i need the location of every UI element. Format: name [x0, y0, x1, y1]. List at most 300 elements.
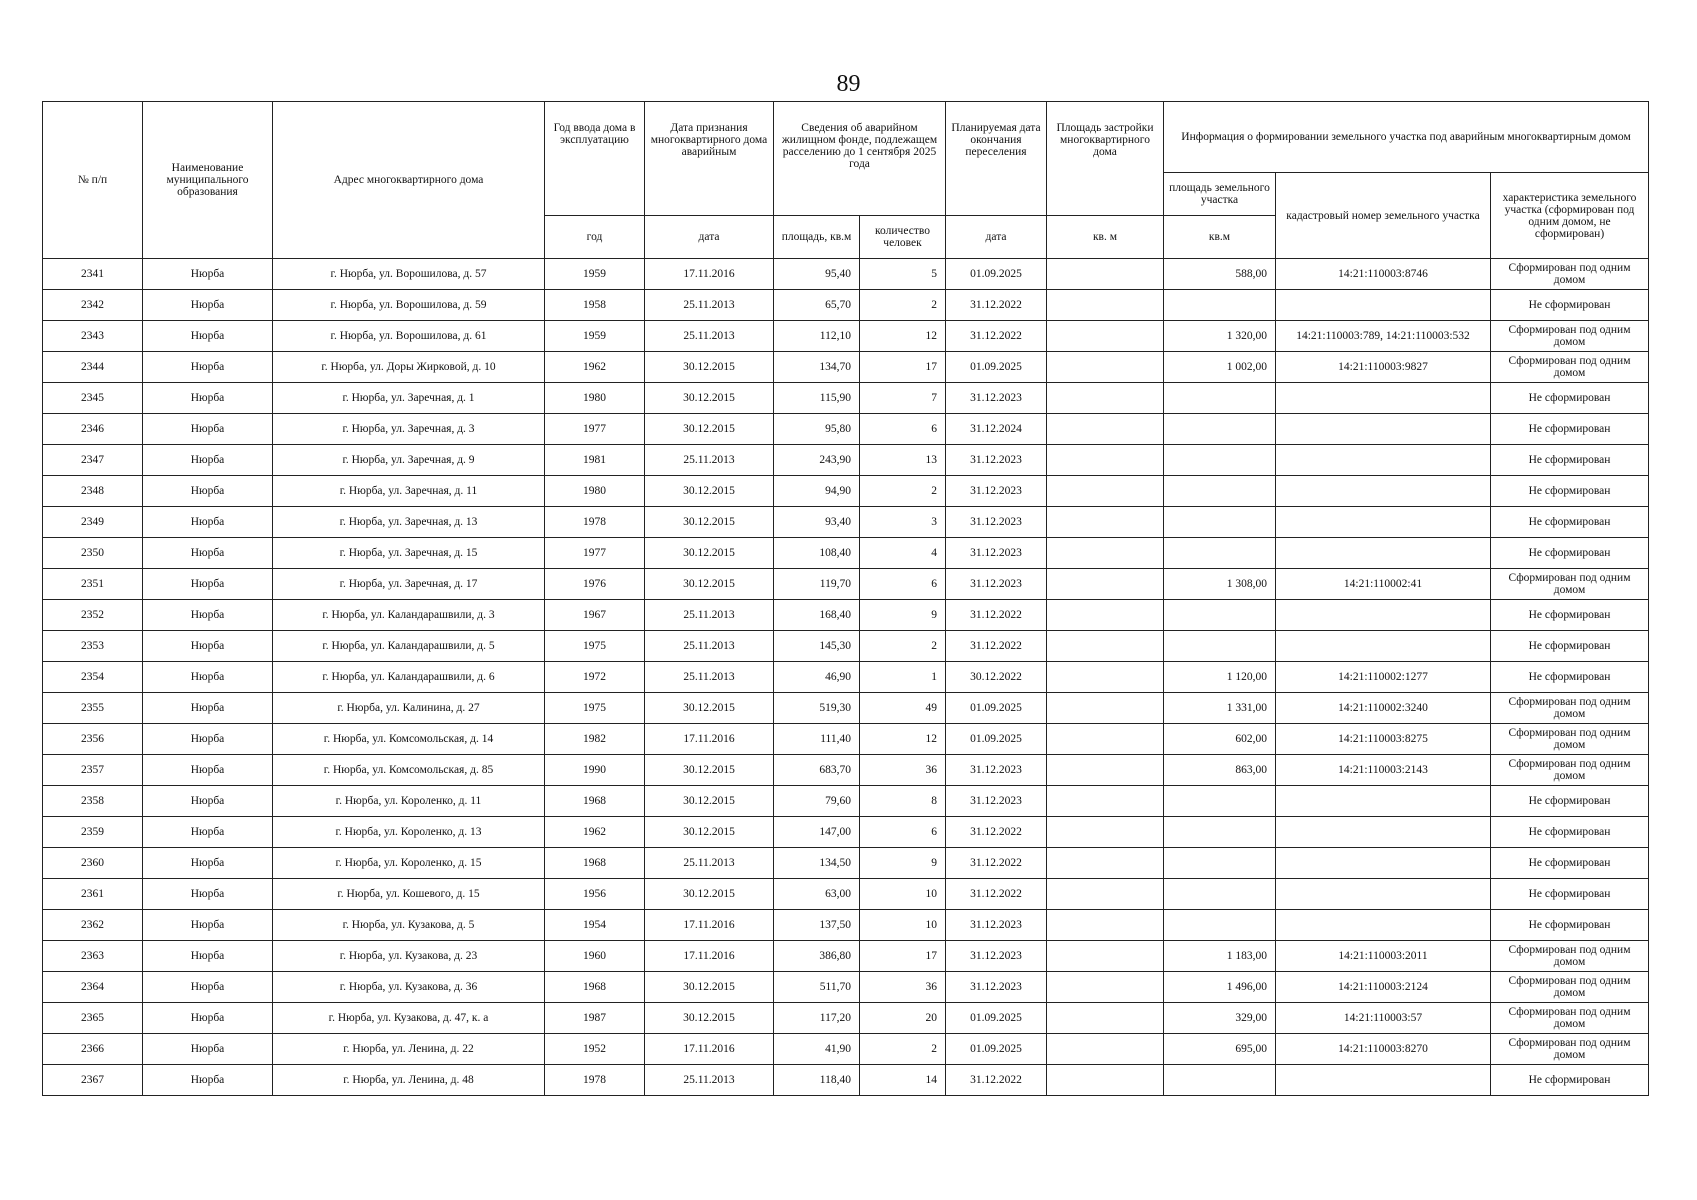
cell-num: 2352 — [43, 600, 143, 631]
cell-address: г. Нюрба, ул. Доры Жирковой, д. 10 — [273, 352, 545, 383]
cell-num: 2351 — [43, 569, 143, 600]
cell-cadastral — [1276, 383, 1491, 414]
cell-address: г. Нюрба, ул. Ворошилова, д. 61 — [273, 321, 545, 352]
table-row — [43, 600, 1649, 631]
cell-municipality: Нюрба — [143, 972, 273, 1003]
cell-land-characteristic: Сформирован под одним домом — [1491, 941, 1649, 972]
cell-planned-end: 31.12.2022 — [946, 290, 1047, 321]
cell-year-built: 1954 — [545, 910, 645, 941]
cell-land-characteristic: Не сформирован — [1491, 383, 1649, 414]
emergency-housing-table — [42, 101, 1649, 1096]
cell-num: 2342 — [43, 290, 143, 321]
header-emergency-info: Сведения об аварийном жилищном фонде, подлежащем расселению до 1 сентября 2025 года — [774, 102, 946, 216]
cell-people: 12 — [860, 724, 946, 755]
cell-address: г. Нюрба, ул. Каландарашвили, д. 3 — [273, 600, 545, 631]
cell-recognition-date: 25.11.2013 — [645, 600, 774, 631]
cell-land-area: 329,00 — [1164, 1003, 1276, 1034]
cell-area: 65,70 — [774, 290, 860, 321]
cell-address: г. Нюрба, ул. Короленко, д. 13 — [273, 817, 545, 848]
cell-land-area: 1 496,00 — [1164, 972, 1276, 1003]
cell-people: 49 — [860, 693, 946, 724]
cell-people: 6 — [860, 414, 946, 445]
cell-address: г. Нюрба, ул. Заречная, д. 13 — [273, 507, 545, 538]
cell-num: 2364 — [43, 972, 143, 1003]
cell-recognition-date: 17.11.2016 — [645, 1034, 774, 1065]
cell-cadastral — [1276, 507, 1491, 538]
cell-building-area — [1047, 848, 1164, 879]
cell-planned-end: 31.12.2022 — [946, 321, 1047, 352]
cell-recognition-date: 25.11.2013 — [645, 290, 774, 321]
cell-area: 511,70 — [774, 972, 860, 1003]
cell-building-area — [1047, 972, 1164, 1003]
cell-land-characteristic: Не сформирован — [1491, 848, 1649, 879]
cell-recognition-date: 25.11.2013 — [645, 662, 774, 693]
header-land-info: Информация о формировании земельного участка под аварийным многоквартирным домом — [1164, 102, 1649, 173]
cell-municipality: Нюрба — [143, 507, 273, 538]
cell-planned-end: 31.12.2023 — [946, 538, 1047, 569]
cell-municipality: Нюрба — [143, 476, 273, 507]
cell-building-area — [1047, 693, 1164, 724]
cell-land-area: 695,00 — [1164, 1034, 1276, 1065]
cell-year-built: 1968 — [545, 972, 645, 1003]
cell-recognition-date: 30.12.2015 — [645, 538, 774, 569]
header-municipality: Наименование муниципального образования — [143, 102, 273, 259]
header-cadastral: кадастровый номер земельного участка — [1276, 173, 1491, 259]
cell-year-built: 1977 — [545, 414, 645, 445]
table-body — [43, 259, 1649, 1096]
table-row — [43, 1003, 1649, 1034]
cell-planned-end: 31.12.2022 — [946, 1065, 1047, 1096]
cell-people: 13 — [860, 445, 946, 476]
cell-num: 2360 — [43, 848, 143, 879]
cell-cadastral: 14:21:110003:8275 — [1276, 724, 1491, 755]
cell-land-characteristic: Сформирован под одним домом — [1491, 321, 1649, 352]
header-unit-sqm: кв. м — [1047, 216, 1164, 259]
cell-land-area — [1164, 631, 1276, 662]
cell-planned-end: 31.12.2024 — [946, 414, 1047, 445]
cell-land-area — [1164, 414, 1276, 445]
cell-num: 2346 — [43, 414, 143, 445]
cell-num: 2349 — [43, 507, 143, 538]
cell-recognition-date: 25.11.2013 — [645, 445, 774, 476]
cell-year-built: 1968 — [545, 848, 645, 879]
cell-year-built: 1976 — [545, 569, 645, 600]
header-recognition-date: Дата признания многоквартирного дома аварийным — [645, 102, 774, 216]
cell-planned-end: 31.12.2023 — [946, 569, 1047, 600]
cell-recognition-date: 30.12.2015 — [645, 786, 774, 817]
cell-year-built: 1952 — [545, 1034, 645, 1065]
cell-land-area — [1164, 383, 1276, 414]
header-unit-year: год — [545, 216, 645, 259]
cell-cadastral: 14:21:110003:8270 — [1276, 1034, 1491, 1065]
cell-area: 168,40 — [774, 600, 860, 631]
cell-num: 2345 — [43, 383, 143, 414]
cell-municipality: Нюрба — [143, 817, 273, 848]
cell-people: 14 — [860, 1065, 946, 1096]
cell-land-area — [1164, 786, 1276, 817]
cell-people: 6 — [860, 817, 946, 848]
cell-building-area — [1047, 755, 1164, 786]
cell-people: 17 — [860, 352, 946, 383]
cell-cadastral: 14:21:110002:3240 — [1276, 693, 1491, 724]
page-number: 89 — [836, 71, 861, 97]
table-row — [43, 631, 1649, 662]
cell-building-area — [1047, 569, 1164, 600]
header-land-area: площадь земельного участка — [1164, 173, 1276, 216]
cell-year-built: 1959 — [545, 259, 645, 290]
cell-people: 3 — [860, 507, 946, 538]
cell-area: 108,40 — [774, 538, 860, 569]
table-row — [43, 414, 1649, 445]
cell-address: г. Нюрба, ул. Комсомольская, д. 85 — [273, 755, 545, 786]
header-unit-area: площадь, кв.м — [774, 216, 860, 259]
cell-people: 36 — [860, 755, 946, 786]
cell-area: 243,90 — [774, 445, 860, 476]
cell-land-characteristic: Не сформирован — [1491, 476, 1649, 507]
cell-cadastral: 14:21:110003:9827 — [1276, 352, 1491, 383]
cell-land-area: 1 320,00 — [1164, 321, 1276, 352]
cell-recognition-date: 17.11.2016 — [645, 724, 774, 755]
cell-address: г. Нюрба, ул. Ворошилова, д. 57 — [273, 259, 545, 290]
cell-people: 2 — [860, 290, 946, 321]
cell-num: 2362 — [43, 910, 143, 941]
cell-land-characteristic: Сформирован под одним домом — [1491, 352, 1649, 383]
cell-land-characteristic: Сформирован под одним домом — [1491, 724, 1649, 755]
cell-people: 7 — [860, 383, 946, 414]
cell-recognition-date: 17.11.2016 — [645, 941, 774, 972]
cell-area: 386,80 — [774, 941, 860, 972]
cell-num: 2367 — [43, 1065, 143, 1096]
cell-land-characteristic: Не сформирован — [1491, 910, 1649, 941]
cell-year-built: 1978 — [545, 1065, 645, 1096]
cell-num: 2357 — [43, 755, 143, 786]
cell-building-area — [1047, 476, 1164, 507]
cell-building-area — [1047, 445, 1164, 476]
cell-recognition-date: 30.12.2015 — [645, 352, 774, 383]
cell-planned-end: 31.12.2023 — [946, 476, 1047, 507]
cell-land-area: 1 308,00 — [1164, 569, 1276, 600]
cell-cadastral — [1276, 910, 1491, 941]
table-row — [43, 321, 1649, 352]
cell-area: 79,60 — [774, 786, 860, 817]
cell-address: г. Нюрба, ул. Калинина, д. 27 — [273, 693, 545, 724]
cell-address: г. Нюрба, ул. Кузакова, д. 36 — [273, 972, 545, 1003]
cell-year-built: 1962 — [545, 352, 645, 383]
cell-building-area — [1047, 507, 1164, 538]
cell-planned-end: 31.12.2023 — [946, 910, 1047, 941]
cell-people: 6 — [860, 569, 946, 600]
cell-planned-end: 01.09.2025 — [946, 724, 1047, 755]
cell-area: 95,40 — [774, 259, 860, 290]
cell-recognition-date: 25.11.2013 — [645, 321, 774, 352]
cell-area: 519,30 — [774, 693, 860, 724]
cell-land-characteristic: Не сформирован — [1491, 507, 1649, 538]
cell-address: г. Нюрба, ул. Заречная, д. 1 — [273, 383, 545, 414]
cell-recognition-date: 30.12.2015 — [645, 383, 774, 414]
cell-cadastral: 14:21:110003:2124 — [1276, 972, 1491, 1003]
cell-num: 2366 — [43, 1034, 143, 1065]
cell-year-built: 1987 — [545, 1003, 645, 1034]
table-row — [43, 259, 1649, 290]
cell-planned-end: 31.12.2023 — [946, 755, 1047, 786]
cell-recognition-date: 25.11.2013 — [645, 631, 774, 662]
table-row — [43, 445, 1649, 476]
cell-land-area: 602,00 — [1164, 724, 1276, 755]
cell-people: 36 — [860, 972, 946, 1003]
cell-land-area — [1164, 290, 1276, 321]
cell-building-area — [1047, 321, 1164, 352]
table-row — [43, 476, 1649, 507]
cell-building-area — [1047, 600, 1164, 631]
cell-building-area — [1047, 259, 1164, 290]
cell-municipality: Нюрба — [143, 693, 273, 724]
cell-cadastral: 14:21:110003:2143 — [1276, 755, 1491, 786]
cell-land-area — [1164, 507, 1276, 538]
cell-recognition-date: 17.11.2016 — [645, 259, 774, 290]
cell-building-area — [1047, 290, 1164, 321]
cell-cadastral — [1276, 786, 1491, 817]
cell-area: 134,50 — [774, 848, 860, 879]
cell-recognition-date: 30.12.2015 — [645, 414, 774, 445]
cell-year-built: 1977 — [545, 538, 645, 569]
cell-area: 111,40 — [774, 724, 860, 755]
cell-cadastral — [1276, 600, 1491, 631]
cell-municipality: Нюрба — [143, 600, 273, 631]
cell-planned-end: 01.09.2025 — [946, 1034, 1047, 1065]
cell-address: г. Нюрба, ул. Короленко, д. 11 — [273, 786, 545, 817]
cell-planned-end: 31.12.2023 — [946, 445, 1047, 476]
cell-municipality: Нюрба — [143, 786, 273, 817]
cell-planned-end: 31.12.2023 — [946, 786, 1047, 817]
header-land-characteristic: характеристика земельного участка (сформирован под одним домом, не сформирован) — [1491, 173, 1649, 259]
cell-recognition-date: 30.12.2015 — [645, 476, 774, 507]
cell-municipality: Нюрба — [143, 631, 273, 662]
cell-year-built: 1980 — [545, 476, 645, 507]
cell-building-area — [1047, 817, 1164, 848]
cell-area: 46,90 — [774, 662, 860, 693]
cell-planned-end: 31.12.2023 — [946, 972, 1047, 1003]
table-row — [43, 662, 1649, 693]
cell-area: 147,00 — [774, 817, 860, 848]
cell-planned-end: 31.12.2023 — [946, 383, 1047, 414]
cell-land-characteristic: Сформирован под одним домом — [1491, 569, 1649, 600]
table-row — [43, 848, 1649, 879]
cell-land-characteristic: Не сформирован — [1491, 290, 1649, 321]
cell-cadastral — [1276, 1065, 1491, 1096]
cell-cadastral: 14:21:110002:1277 — [1276, 662, 1491, 693]
cell-municipality: Нюрба — [143, 1065, 273, 1096]
cell-address: г. Нюрба, ул. Заречная, д. 15 — [273, 538, 545, 569]
table-row — [43, 693, 1649, 724]
cell-land-area — [1164, 476, 1276, 507]
cell-address: г. Нюрба, ул. Короленко, д. 15 — [273, 848, 545, 879]
cell-recognition-date: 17.11.2016 — [645, 910, 774, 941]
cell-land-characteristic: Сформирован под одним домом — [1491, 259, 1649, 290]
cell-land-area — [1164, 879, 1276, 910]
cell-people: 9 — [860, 848, 946, 879]
cell-cadastral — [1276, 817, 1491, 848]
cell-municipality: Нюрба — [143, 569, 273, 600]
table-header — [43, 102, 1649, 259]
cell-recognition-date: 30.12.2015 — [645, 507, 774, 538]
cell-num: 2365 — [43, 1003, 143, 1034]
header-unit-sqm2: кв.м — [1164, 216, 1276, 259]
cell-year-built: 1956 — [545, 879, 645, 910]
cell-land-characteristic: Сформирован под одним домом — [1491, 1034, 1649, 1065]
cell-land-characteristic: Не сформирован — [1491, 631, 1649, 662]
cell-year-built: 1958 — [545, 290, 645, 321]
table-row — [43, 879, 1649, 910]
header-unit-people: количество человек — [860, 216, 946, 259]
header-unit-date: дата — [645, 216, 774, 259]
cell-area: 94,90 — [774, 476, 860, 507]
table-row — [43, 724, 1649, 755]
cell-address: г. Нюрба, ул. Кузакова, д. 5 — [273, 910, 545, 941]
cell-address: г. Нюрба, ул. Ленина, д. 22 — [273, 1034, 545, 1065]
cell-num: 2341 — [43, 259, 143, 290]
cell-planned-end: 31.12.2023 — [946, 941, 1047, 972]
cell-planned-end: 31.12.2022 — [946, 848, 1047, 879]
cell-address: г. Нюрба, ул. Заречная, д. 11 — [273, 476, 545, 507]
cell-land-characteristic: Не сформирован — [1491, 786, 1649, 817]
cell-municipality: Нюрба — [143, 662, 273, 693]
cell-year-built: 1978 — [545, 507, 645, 538]
cell-year-built: 1975 — [545, 631, 645, 662]
cell-people: 12 — [860, 321, 946, 352]
table-row — [43, 352, 1649, 383]
table-row — [43, 941, 1649, 972]
cell-area: 93,40 — [774, 507, 860, 538]
cell-cadastral: 14:21:110003:789, 14:21:110003:532 — [1276, 321, 1491, 352]
cell-area: 95,80 — [774, 414, 860, 445]
cell-recognition-date: 30.12.2015 — [645, 693, 774, 724]
cell-cadastral: 14:21:110002:41 — [1276, 569, 1491, 600]
cell-land-area — [1164, 848, 1276, 879]
table-row — [43, 786, 1649, 817]
cell-land-area — [1164, 1065, 1276, 1096]
cell-building-area — [1047, 1034, 1164, 1065]
table-row — [43, 910, 1649, 941]
cell-area: 683,70 — [774, 755, 860, 786]
cell-area: 145,30 — [774, 631, 860, 662]
cell-cadastral — [1276, 848, 1491, 879]
cell-municipality: Нюрба — [143, 259, 273, 290]
cell-land-area — [1164, 600, 1276, 631]
cell-building-area — [1047, 1003, 1164, 1034]
cell-planned-end: 01.09.2025 — [946, 693, 1047, 724]
cell-municipality: Нюрба — [143, 910, 273, 941]
cell-cadastral: 14:21:110003:2011 — [1276, 941, 1491, 972]
cell-land-characteristic: Не сформирован — [1491, 600, 1649, 631]
cell-building-area — [1047, 414, 1164, 445]
cell-num: 2354 — [43, 662, 143, 693]
cell-num: 2355 — [43, 693, 143, 724]
cell-cadastral: 14:21:110003:57 — [1276, 1003, 1491, 1034]
cell-recognition-date: 25.11.2013 — [645, 848, 774, 879]
cell-building-area — [1047, 910, 1164, 941]
cell-land-characteristic: Не сформирован — [1491, 1065, 1649, 1096]
cell-area: 134,70 — [774, 352, 860, 383]
cell-municipality: Нюрба — [143, 290, 273, 321]
cell-land-area: 1 002,00 — [1164, 352, 1276, 383]
cell-area: 117,20 — [774, 1003, 860, 1034]
cell-planned-end: 31.12.2022 — [946, 817, 1047, 848]
cell-land-area — [1164, 445, 1276, 476]
cell-num: 2356 — [43, 724, 143, 755]
cell-land-area: 1 183,00 — [1164, 941, 1276, 972]
cell-land-area: 1 331,00 — [1164, 693, 1276, 724]
header-num: № п/п — [43, 102, 143, 259]
cell-planned-end: 31.12.2022 — [946, 631, 1047, 662]
cell-address: г. Нюрба, ул. Каландарашвили, д. 5 — [273, 631, 545, 662]
cell-land-characteristic: Не сформирован — [1491, 445, 1649, 476]
cell-year-built: 1972 — [545, 662, 645, 693]
header-year-built: Год ввода дома в эксплуатацию — [545, 102, 645, 216]
cell-recognition-date: 25.11.2013 — [645, 1065, 774, 1096]
cell-people: 9 — [860, 600, 946, 631]
cell-address: г. Нюрба, ул. Комсомольская, д. 14 — [273, 724, 545, 755]
cell-address: г. Нюрба, ул. Кошевого, д. 15 — [273, 879, 545, 910]
cell-address: г. Нюрба, ул. Ленина, д. 48 — [273, 1065, 545, 1096]
cell-land-characteristic: Сформирован под одним домом — [1491, 755, 1649, 786]
cell-land-characteristic: Сформирован под одним домом — [1491, 972, 1649, 1003]
cell-building-area — [1047, 786, 1164, 817]
cell-recognition-date: 30.12.2015 — [645, 569, 774, 600]
table-row — [43, 538, 1649, 569]
cell-area: 137,50 — [774, 910, 860, 941]
cell-land-area — [1164, 538, 1276, 569]
cell-area: 119,70 — [774, 569, 860, 600]
cell-planned-end: 30.12.2022 — [946, 662, 1047, 693]
cell-num: 2344 — [43, 352, 143, 383]
cell-address: г. Нюрба, ул. Заречная, д. 9 — [273, 445, 545, 476]
cell-recognition-date: 30.12.2015 — [645, 755, 774, 786]
cell-municipality: Нюрба — [143, 352, 273, 383]
cell-land-characteristic: Не сформирован — [1491, 879, 1649, 910]
cell-building-area — [1047, 352, 1164, 383]
cell-year-built: 1967 — [545, 600, 645, 631]
cell-cadastral — [1276, 290, 1491, 321]
cell-recognition-date: 30.12.2015 — [645, 879, 774, 910]
cell-address: г. Нюрба, ул. Ворошилова, д. 59 — [273, 290, 545, 321]
cell-num: 2350 — [43, 538, 143, 569]
cell-address: г. Нюрба, ул. Заречная, д. 3 — [273, 414, 545, 445]
table-row — [43, 972, 1649, 1003]
cell-recognition-date: 30.12.2015 — [645, 1003, 774, 1034]
cell-municipality: Нюрба — [143, 848, 273, 879]
cell-year-built: 1962 — [545, 817, 645, 848]
cell-building-area — [1047, 1065, 1164, 1096]
cell-address: г. Нюрба, ул. Кузакова, д. 47, к. а — [273, 1003, 545, 1034]
cell-people: 1 — [860, 662, 946, 693]
cell-land-area: 863,00 — [1164, 755, 1276, 786]
cell-area: 115,90 — [774, 383, 860, 414]
cell-municipality: Нюрба — [143, 445, 273, 476]
cell-area: 112,10 — [774, 321, 860, 352]
cell-num: 2361 — [43, 879, 143, 910]
cell-land-characteristic: Не сформирован — [1491, 538, 1649, 569]
header-unit-date2: дата — [946, 216, 1047, 259]
cell-building-area — [1047, 538, 1164, 569]
cell-building-area — [1047, 631, 1164, 662]
cell-municipality: Нюрба — [143, 383, 273, 414]
cell-municipality: Нюрба — [143, 724, 273, 755]
cell-address: г. Нюрба, ул. Кузакова, д. 23 — [273, 941, 545, 972]
cell-land-characteristic: Сформирован под одним домом — [1491, 1003, 1649, 1034]
cell-year-built: 1990 — [545, 755, 645, 786]
cell-people: 10 — [860, 910, 946, 941]
table-row — [43, 755, 1649, 786]
